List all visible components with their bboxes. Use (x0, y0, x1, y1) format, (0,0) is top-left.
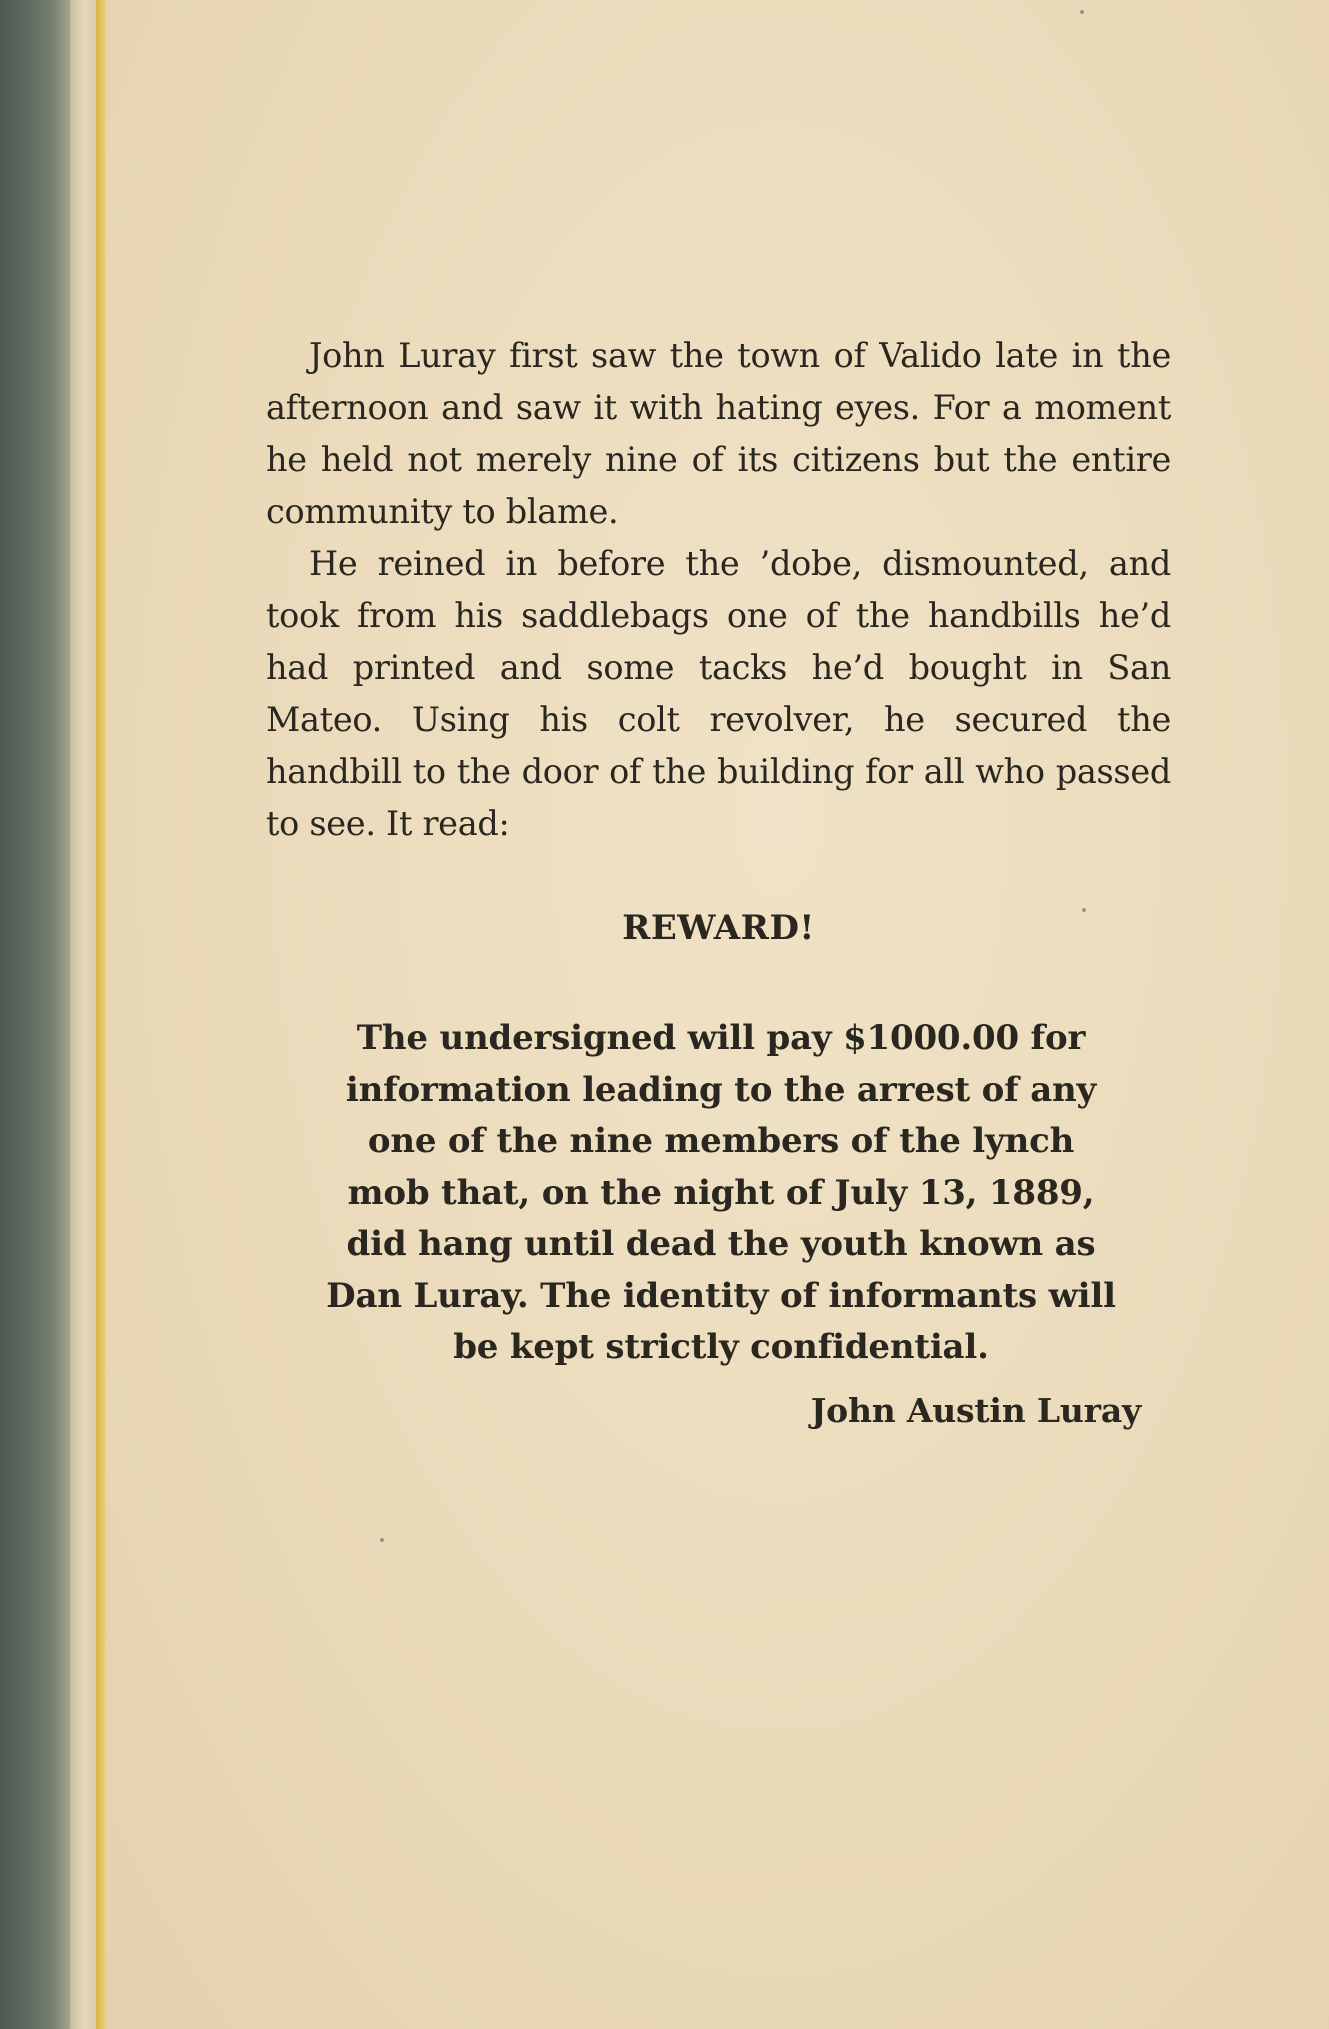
page-text (266, 330, 1171, 1430)
cover-edge (70, 0, 98, 2029)
paper-fleck (1080, 10, 1084, 14)
handbill-body: The undersigned will pay $1000.00 for information leading to the arrest of any one of the nine members of the lynch mob that, on the night of July 13, 1889, did hang until dead the youth known as Dan Luray. The identity of informants will be kept strictly confidential. (326, 1018, 1116, 1367)
narrative-paragraph-2: He reined in before the ’dobe, dismounted, and took from his saddlebags one of the handbills he’d had printed and some tacks he’d bought in San Mateo. Using his colt revolver, he secured the handbill to the door of the building for all who passed to see. It read: (266, 544, 1171, 843)
paper-fleck (380, 1538, 384, 1542)
book-spine (0, 0, 70, 2029)
narrative-paragraph-1: John Luray first saw the town of Valido late in the afternoon and saw it with hating eyes. For a moment he held not merely nine of its citizens but the entire community to blame. (266, 336, 1171, 531)
handbill-signature: John Austin Luray (810, 1391, 1141, 1430)
handbill-title: REWARD! (622, 908, 815, 948)
